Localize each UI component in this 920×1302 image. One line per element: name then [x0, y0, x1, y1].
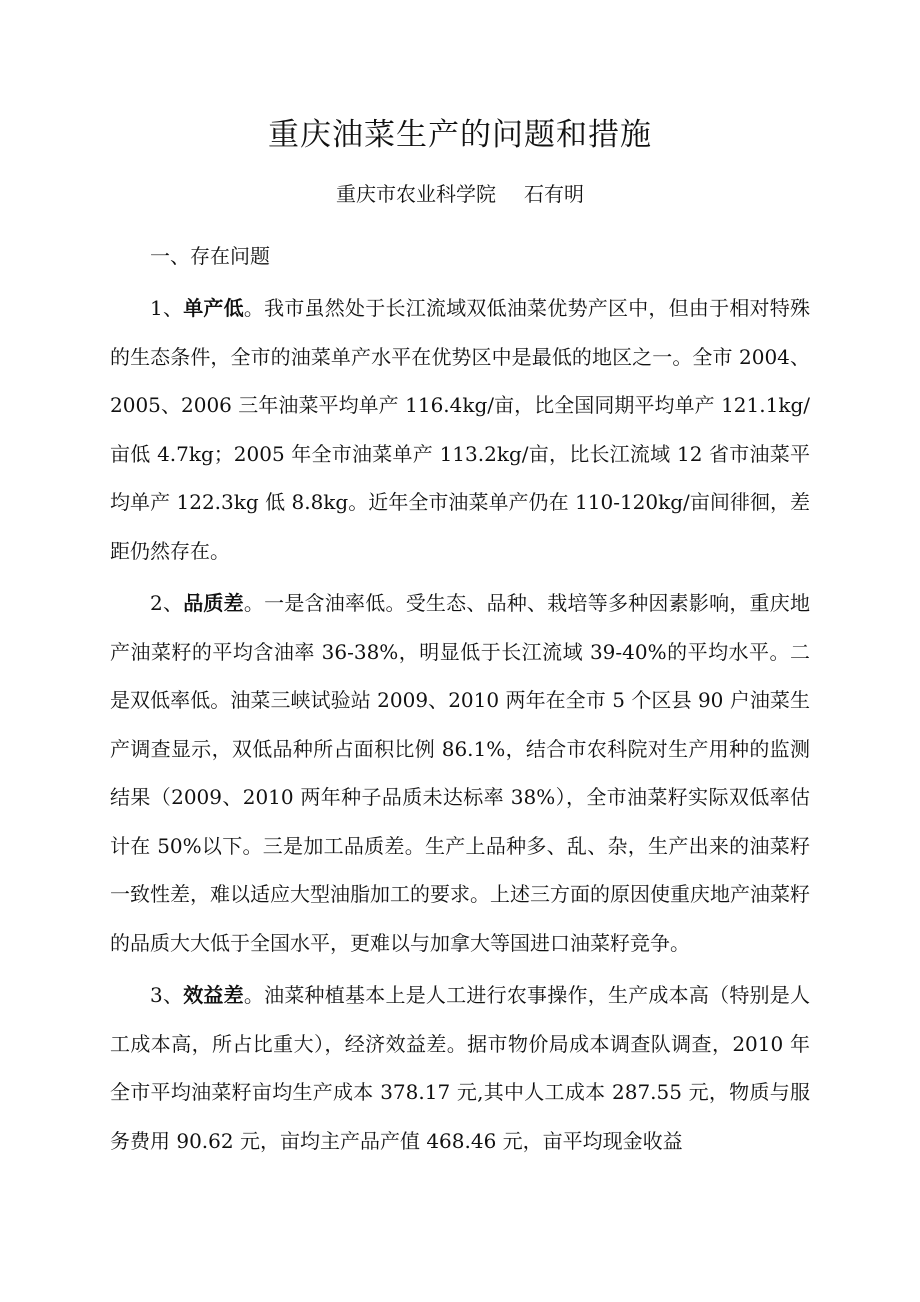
paragraph-lead: 单产低 [183, 296, 244, 320]
paragraph-text: 。一是含油率低。受生态、品种、栽培等多种因素影响，重庆地产油菜籽的平均含油率 36-38%，明显低于长江流域 39-40%的平均水平。二是双低率低。油菜三峡试验站 2009、2010 两年在全市 5 个区县 90 户油菜生产调查显示，双低品种所占面积比例 86.1%，结合市农科院对生产用种的监测结果（2009、2010 两年种子品质未达标率 38%），全市油菜籽实际双低率估计在 50%以下。三是加工品质差。生产上品种多、乱、杂，生产出来的油菜籽一致性差，难以适应大型油脂加工的要求。上述三方面的原因使重庆地产油菜籽的品质大大低于全国水平，更难以与加拿大等国进口油菜籽竞争。 [110, 591, 811, 955]
paragraph-number: 1、 [150, 296, 184, 320]
section-heading: 一、存在问题 [150, 244, 270, 268]
author-organization: 重庆市农业科学院 [336, 182, 496, 206]
body-text [110, 284, 810, 1169]
document-title: 重庆油菜生产的问题和措施 [268, 117, 652, 153]
author-line [0, 176, 920, 212]
paragraph-text: 。油菜种植基本上是人工进行农事操作，生产成本高（特别是人工成本高，所占比重大），经济效益差。据市物价局成本调查队调查，2010 年全市平均油菜籽亩均生产成本 378.17 元,其中人工成本 287.55 元，物质与服务费用 90.62 元，亩均主产品产值 468.46 元，亩平均现金收益 [110, 983, 811, 1153]
author-name: 石有明 [524, 182, 584, 206]
paragraph-benefit [110, 971, 810, 1165]
paragraph-number: 3、 [150, 983, 184, 1007]
paragraph-quality [110, 579, 810, 967]
paragraph-text: 。我市虽然处于长江流域双低油菜优势产区中，但由于相对特殊的生态条件，全市的油菜单产水平在优势区中是最低的地区之一。全市 2004、2005、2006 三年油菜平均单产 116.4kg/亩，比全国同期平均单产 121.1kg/亩低 4.7kg；2005 年全市油菜单产 113.2kg/亩，比长江流域 12 省市油菜平均单产 122.3kg 低 8.8kg。近年全市油菜单产仍在 110-120kg/亩间徘徊，差距仍然存在。 [110, 296, 811, 563]
paragraph-lead: 品质差 [183, 591, 244, 615]
paragraph-lead: 效益差 [183, 983, 244, 1007]
paragraph-number: 2、 [150, 591, 184, 615]
paragraph-yield [110, 284, 810, 575]
